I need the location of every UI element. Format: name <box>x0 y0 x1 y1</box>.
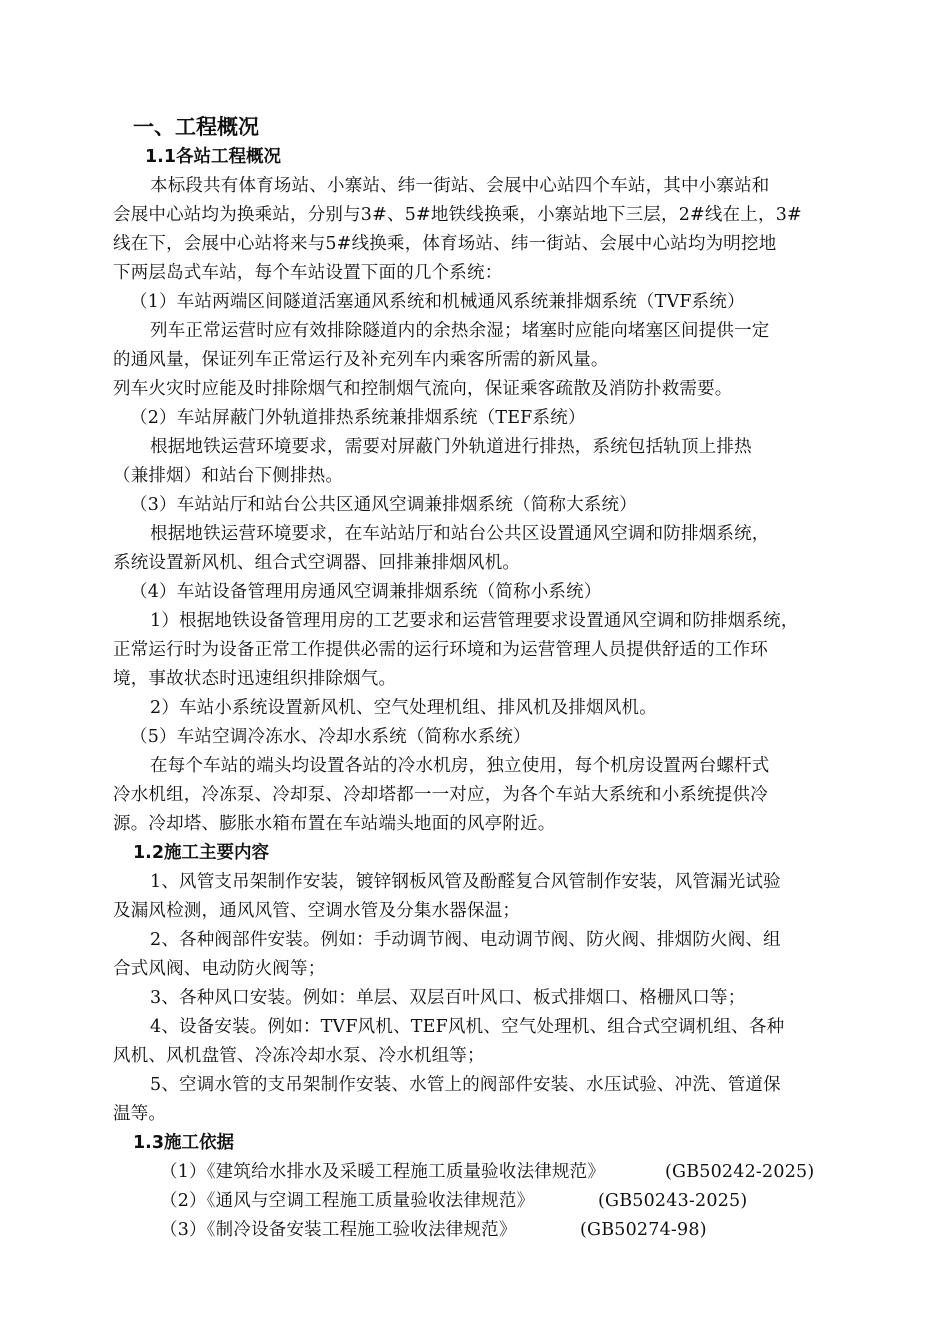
system-title: （3）车站站厅和站台公共区通风空调兼排烟系统（简称大系统） <box>130 495 637 515</box>
reference-name: （3）《制冷设备安装工程施工验收法律规范》 <box>160 1220 517 1240</box>
section-heading-1-1: 1.1各站工程概况 <box>145 147 282 167</box>
paragraph-line: 正常运行时为设备正常工作提供必需的运行环境和为运营管理人员提供舒适的工作环 <box>113 640 768 660</box>
paragraph-line: 1）根据地铁设备管理用房的工艺要求和运营管理要求设置通风空调和防排烟系统， <box>150 611 799 631</box>
paragraph-line: 在每个车站的端头均设置各站的冷水机房，独立使用，每个机房设置两台螺杆式 <box>150 756 770 776</box>
paragraph-line: 1、风管支吊架制作安装，镀锌钢板风管及酚醛复合风管制作安装，风管漏光试验 <box>150 872 781 892</box>
paragraph-line: （兼排烟）和站台下侧排热。 <box>113 466 344 486</box>
paragraph-line: 2）车站小系统设置新风机、空气处理机组、排风机及排烟风机。 <box>150 698 657 718</box>
paragraph-line: 温等。 <box>113 1104 167 1124</box>
paragraph-line: 4、设备安装。例如：TVF风机、TEF风机、空气处理机、组合式空调机组、各种 <box>150 1017 785 1037</box>
reference-name: （2）《通风与空调工程施工质量验收法律规范》 <box>160 1191 535 1211</box>
paragraph-line: 根据地铁运营环境要求，需要对屏蔽门外轨道进行排热，系统包括轨顶上排热 <box>150 437 752 457</box>
paragraph-line: 列车正常运营时应有效排除隧道内的余热余湿；堵塞时应能向堵塞区间提供一定 <box>150 321 770 341</box>
reference-code: (GB50242-2025) <box>665 1162 815 1182</box>
paragraph-line: 境，事故状态时迅速组织排除烟气。 <box>113 669 397 689</box>
reference-code: (GB50243-2025) <box>598 1191 748 1211</box>
paragraph-line: 系统设置新风机、组合式空调器、回排兼排烟风机。 <box>113 553 521 573</box>
paragraph-line: 列车火灾时应能及时排除烟气和控制烟气流向，保证乘客疏散及消防扑救需要。 <box>113 379 733 399</box>
paragraph-line: 合式风阀、电动防火阀等； <box>113 959 326 979</box>
system-title: （4）车站设备管理用房通风空调兼排烟系统（简称小系统） <box>130 582 602 602</box>
paragraph-line: 源。冷却塔、膨胀水箱布置在车站端头地面的风亭附近。 <box>113 814 556 834</box>
section-heading-1-2: 1.2施工主要内容 <box>133 843 270 863</box>
paragraph-line: 2、各种阀部件安装。例如：手动调节阀、电动调节阀、防火阀、排烟防火阀、组 <box>150 930 781 950</box>
reference-code: (GB50274-98) <box>580 1220 707 1240</box>
system-title: （5）车站空调冷冻水、冷却水系统（简称水系统） <box>130 727 531 747</box>
paragraph-line: 5、空调水管的支吊架制作安装、水管上的阀部件安装、水压试验、冲洗、管道保 <box>150 1075 781 1095</box>
paragraph-line: 3、各种风口安装。例如：单层、双层百叶风口、板式排烟口、格栅风口等； <box>150 988 746 1008</box>
paragraph-line: 本标段共有体育场站、小寨站、纬一街站、会展中心站四个车站，其中小寨站和 <box>150 176 770 196</box>
paragraph-line: 及漏风检测，通风风管、空调水管及分集水器保温； <box>113 901 521 921</box>
reference-name: （1）《建筑给水排水及采暖工程施工质量验收法律规范》 <box>160 1162 606 1182</box>
system-title: （1）车站两端区间隧道活塞通风系统和机械通风系统兼排烟系统（TVF系统） <box>130 292 745 312</box>
paragraph-line: 会展中心站均为换乘站，分别与3#、5#地铁线换乘，小寨站地下三层，2#线在上，3# <box>113 205 802 225</box>
paragraph-line: 冷水机组，冷冻泵、冷却泵、冷却塔都一一对应，为各个车站大系统和小系统提供冷 <box>113 785 768 805</box>
paragraph-line: 线在下，会展中心站将来与5#线换乘，体育场站、纬一街站、会展中心站均为明挖地 <box>113 234 777 254</box>
paragraph-line: 下两层岛式车站，每个车站设置下面的几个系统： <box>113 263 503 283</box>
paragraph-line: 的通风量，保证列车正常运行及补充列车内乘客所需的新风量。 <box>113 350 609 370</box>
paragraph-line: 风机、风机盘管、冷冻冷却水泵、冷水机组等； <box>113 1046 485 1066</box>
chapter-heading: 一、工程概况 <box>133 115 259 139</box>
section-heading-1-3: 1.3施工依据 <box>133 1133 235 1153</box>
system-title: （2）车站屏蔽门外轨道排热系统兼排烟系统（TEF系统） <box>130 408 586 428</box>
paragraph-line: 根据地铁运营环境要求，在车站站厅和站台公共区设置通风空调和防排烟系统， <box>150 524 770 544</box>
